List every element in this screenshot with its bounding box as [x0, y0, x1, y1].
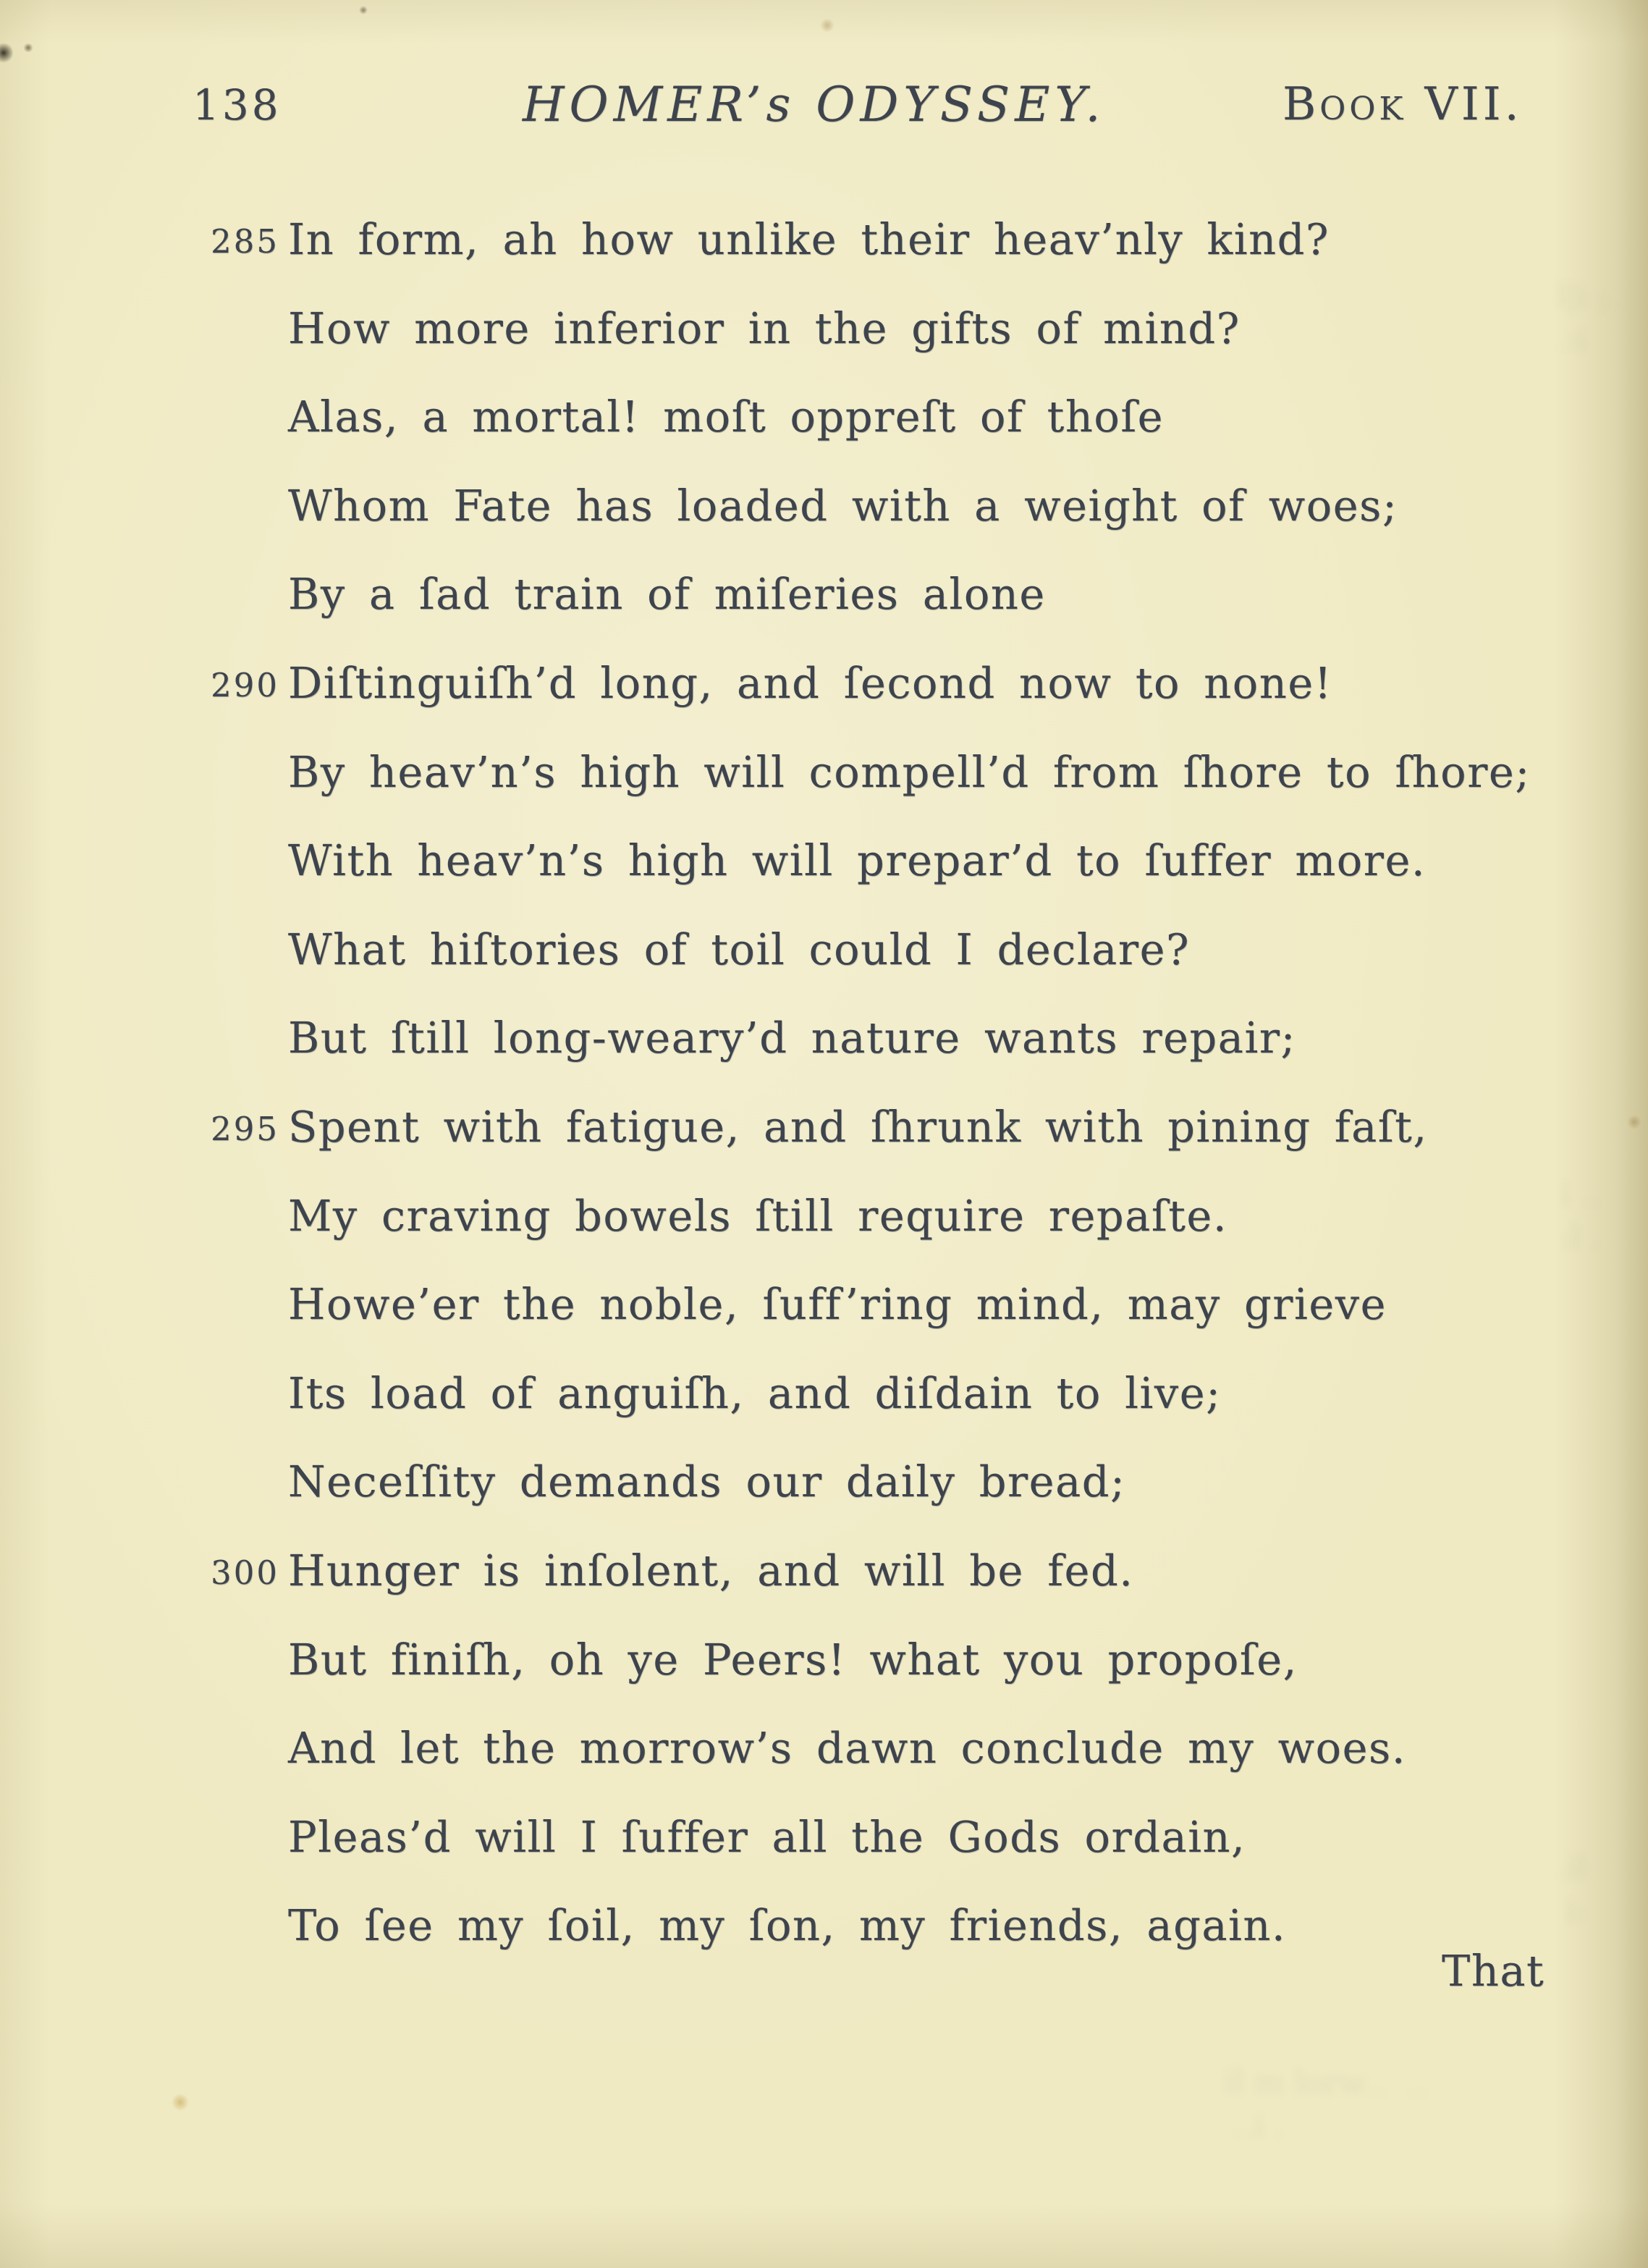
verse-line-text: What hiſtories of toil could I declare? — [288, 924, 1191, 974]
verse-line — [288, 1704, 1576, 1793]
verse-line-text: Howe’er the noble, ſuff’ring mind, may grieve — [288, 1279, 1387, 1330]
verse-line-text: How more inferior in the gifts of mind? — [288, 303, 1241, 353]
verse-line-text: Whom Fate has loaded with a weight of woes; — [288, 480, 1398, 531]
verse-line — [288, 1616, 1576, 1705]
showthrough-ghost: .il i: — [1555, 1848, 1588, 1930]
verse-line-text: By a ſad train of miſeries alone — [288, 569, 1046, 620]
foxing-spot — [1627, 1115, 1641, 1129]
scan-spot-corner — [0, 42, 13, 64]
verse-line-text: But ſtill long-weary’d nature wants repair; — [288, 1013, 1296, 1063]
showthrough-ghost: il m lorw‥ ‥ ‥i . — [1222, 2062, 1429, 2145]
verse-line — [211, 639, 1576, 728]
scan-spot-top — [359, 6, 368, 14]
verse-line — [288, 1172, 1576, 1261]
verse-line — [288, 462, 1576, 551]
verse-line — [211, 1527, 1576, 1616]
catchword: That — [1442, 1946, 1545, 1996]
page-number: 138 — [193, 80, 282, 130]
verse-line — [211, 1083, 1576, 1172]
verse-line — [288, 373, 1576, 462]
foxing-spot — [819, 19, 835, 32]
verse-line-text: But finiſh, oh ye Peers! what you propoſe, — [288, 1634, 1298, 1685]
verse-line-text: By heav’n’s high will compell’d from ſhore to ſhore; — [288, 746, 1531, 797]
verse-line-text: Hunger is inſolent, and will be fed. — [288, 1545, 1134, 1595]
verse-line — [288, 906, 1576, 995]
verse-line-number: 285 — [211, 222, 279, 261]
verse-line-text: Neceſſity demands our daily bread; — [288, 1457, 1126, 1507]
verse-line-number: 300 — [211, 1553, 279, 1592]
verse-line-text: With heav’n’s high will prepar’d to ſuffer more. — [288, 835, 1427, 886]
verse-line — [288, 728, 1576, 817]
verse-line — [288, 1881, 1576, 1970]
verse-line-text: Pleas’d will I ſuffer all the Gods ordain, — [288, 1811, 1246, 1862]
verse-line-text: And let the morrow’s dawn conclude my woes. — [288, 1723, 1407, 1774]
verse-line — [211, 195, 1576, 284]
verse-line-number: 295 — [211, 1109, 279, 1148]
verse-line-text: My craving bowels ſtill require repaſte. — [288, 1190, 1228, 1241]
showthrough-ghost: l|i ;. .:i — [1555, 277, 1619, 358]
verse-line — [288, 994, 1576, 1083]
showthrough-ghost: i ‥ :l . — [1559, 1175, 1602, 1257]
verse-line-text: Diſtinguiſh’d long, and ſecond now to none! — [288, 657, 1332, 708]
verse-line — [288, 1438, 1576, 1527]
foxing-spot — [171, 2094, 190, 2111]
verse-line — [288, 284, 1576, 374]
running-header-title: HOMER’s ODYSSEY. — [523, 77, 1106, 132]
running-header-book: Book VII. — [1283, 77, 1523, 130]
verse-line-text: To ſee my ſoil, my ſon, my friends, again. — [288, 1900, 1287, 1951]
scan-spot-corner-small — [23, 43, 33, 52]
verse-line — [288, 1260, 1576, 1349]
verse-line — [288, 1349, 1576, 1438]
verse-line-number: 290 — [211, 665, 279, 704]
poem-text-block — [211, 195, 1576, 1970]
verse-line — [288, 1793, 1576, 1882]
verse-line-text: Spent with fatigue, and ſhrunk with pining faſt, — [288, 1101, 1428, 1152]
verse-line — [288, 550, 1576, 639]
verse-line-text: In form, ah how unlike their heav’nly kind? — [288, 214, 1330, 264]
verse-line-text: Its load of anguiſh, and diſdain to live; — [288, 1367, 1222, 1418]
verse-line — [288, 817, 1576, 906]
verse-line-text: Alas, a mortal! moſt oppreſt of thoſe — [288, 392, 1165, 442]
